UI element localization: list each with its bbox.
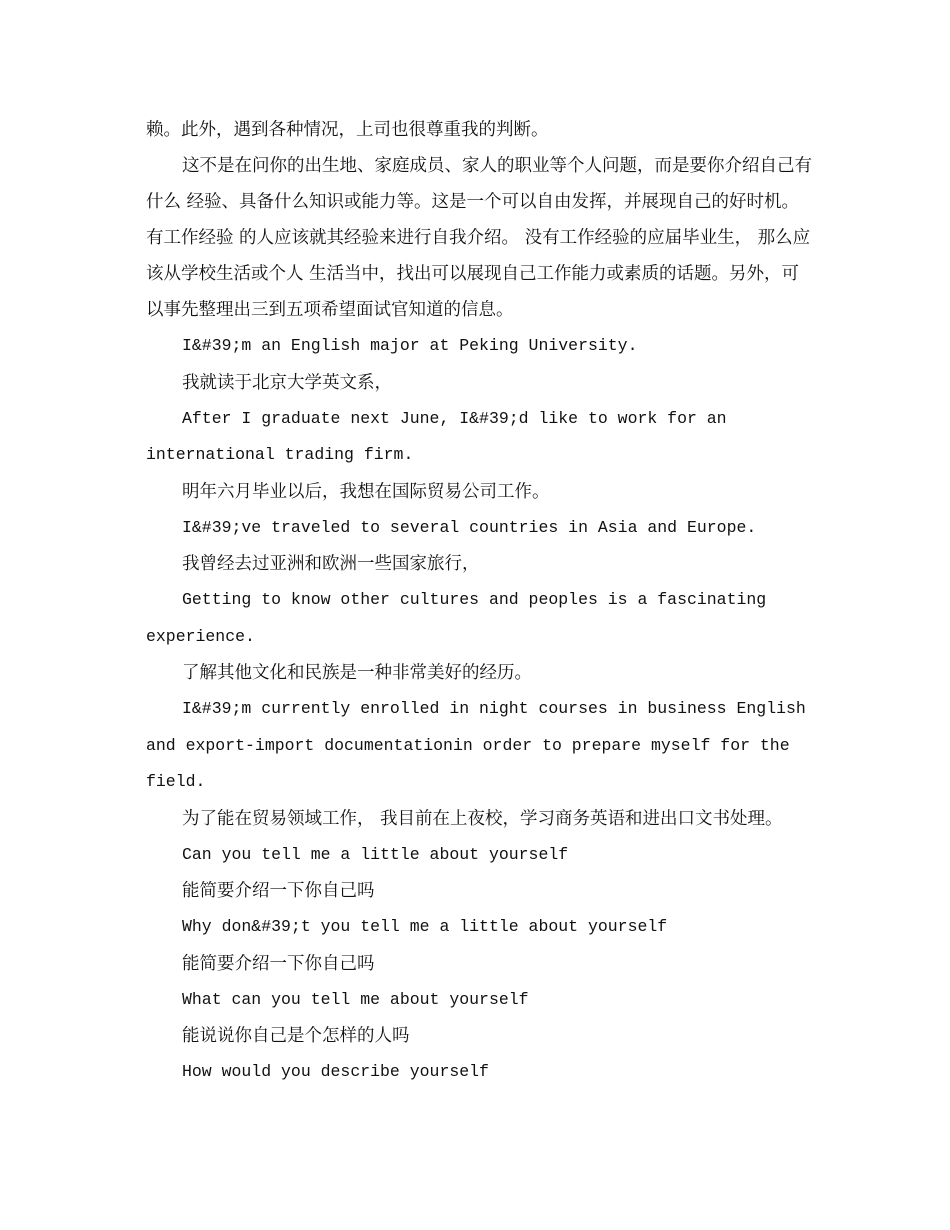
paragraph-after-graduate: After I graduate next June, I&#39;d like to work for an international trading firm. xyxy=(146,408,727,464)
paragraph-continuation: 赖。此外，遇到各种情况，上司也很尊重我的判断。 xyxy=(146,120,549,140)
paragraph-traveled: I&#39;ve traveled to several countries in Asia and Europe. xyxy=(182,517,757,537)
paragraph-question-2: Why don&#39;t you tell me a little about yourself xyxy=(182,917,668,936)
paragraph-traveled-translation: 我曾经去过亚洲和欧洲一些国家旅行， xyxy=(182,554,480,574)
paragraph-self-intro-advice: 这不是在问你的出生地、家庭成员、家人的职业等个人问题，而是要你介绍自己有什么 经验、具备什么知识或能力等。这是一个可以自由发挥，并展现自己的好时机。有工作经验 的人应该就其经验来进行自我介绍。 没有工作经验的应届毕业生， 那么应该从学校生活或个人 生活当中，找出可以展现自己工作能力或素质的话题。另外，可以事先整理出三到五项希望面试官知道的信息。 xyxy=(146,156,812,320)
paragraph-after-graduate-translation: 明年六月毕业以后，我想在国际贸易公司工作。 xyxy=(182,481,550,502)
paragraph-night-courses-translation: 为了能在贸易领域工作， 我目前在上夜校，学习商务英语和进出口文书处理。 xyxy=(182,808,783,829)
paragraph-cultures-translation: 了解其他文化和民族是一种非常美好的经历。 xyxy=(182,663,532,683)
paragraph-question-1: Can you tell me a little about yourself xyxy=(182,844,569,864)
paragraph-question-3: What can you tell me about yourself xyxy=(182,989,529,1009)
paragraph-english-major-translation: 我就读于北京大学英文系， xyxy=(182,372,392,393)
paragraph-question-2-translation: 能简要介绍一下你自己吗 xyxy=(182,953,375,974)
paragraph-question-1-translation: 能简要介绍一下你自己吗 xyxy=(182,881,375,901)
paragraph-english-major: I&#39;m an English major at Peking University. xyxy=(182,336,638,355)
paragraph-night-courses: I&#39;m currently enrolled in night courses in business English and export-import documentationin order to prepare myself for the field. xyxy=(146,699,806,791)
paragraph-cultures: Getting to know other cultures and peoples is a fascinating experience. xyxy=(146,590,767,646)
paragraph-question-3-translation: 能说说你自己是个怎样的人吗 xyxy=(182,1026,410,1046)
document-body xyxy=(146,112,812,1091)
paragraph-question-4: How would you describe yourself xyxy=(182,1062,489,1081)
